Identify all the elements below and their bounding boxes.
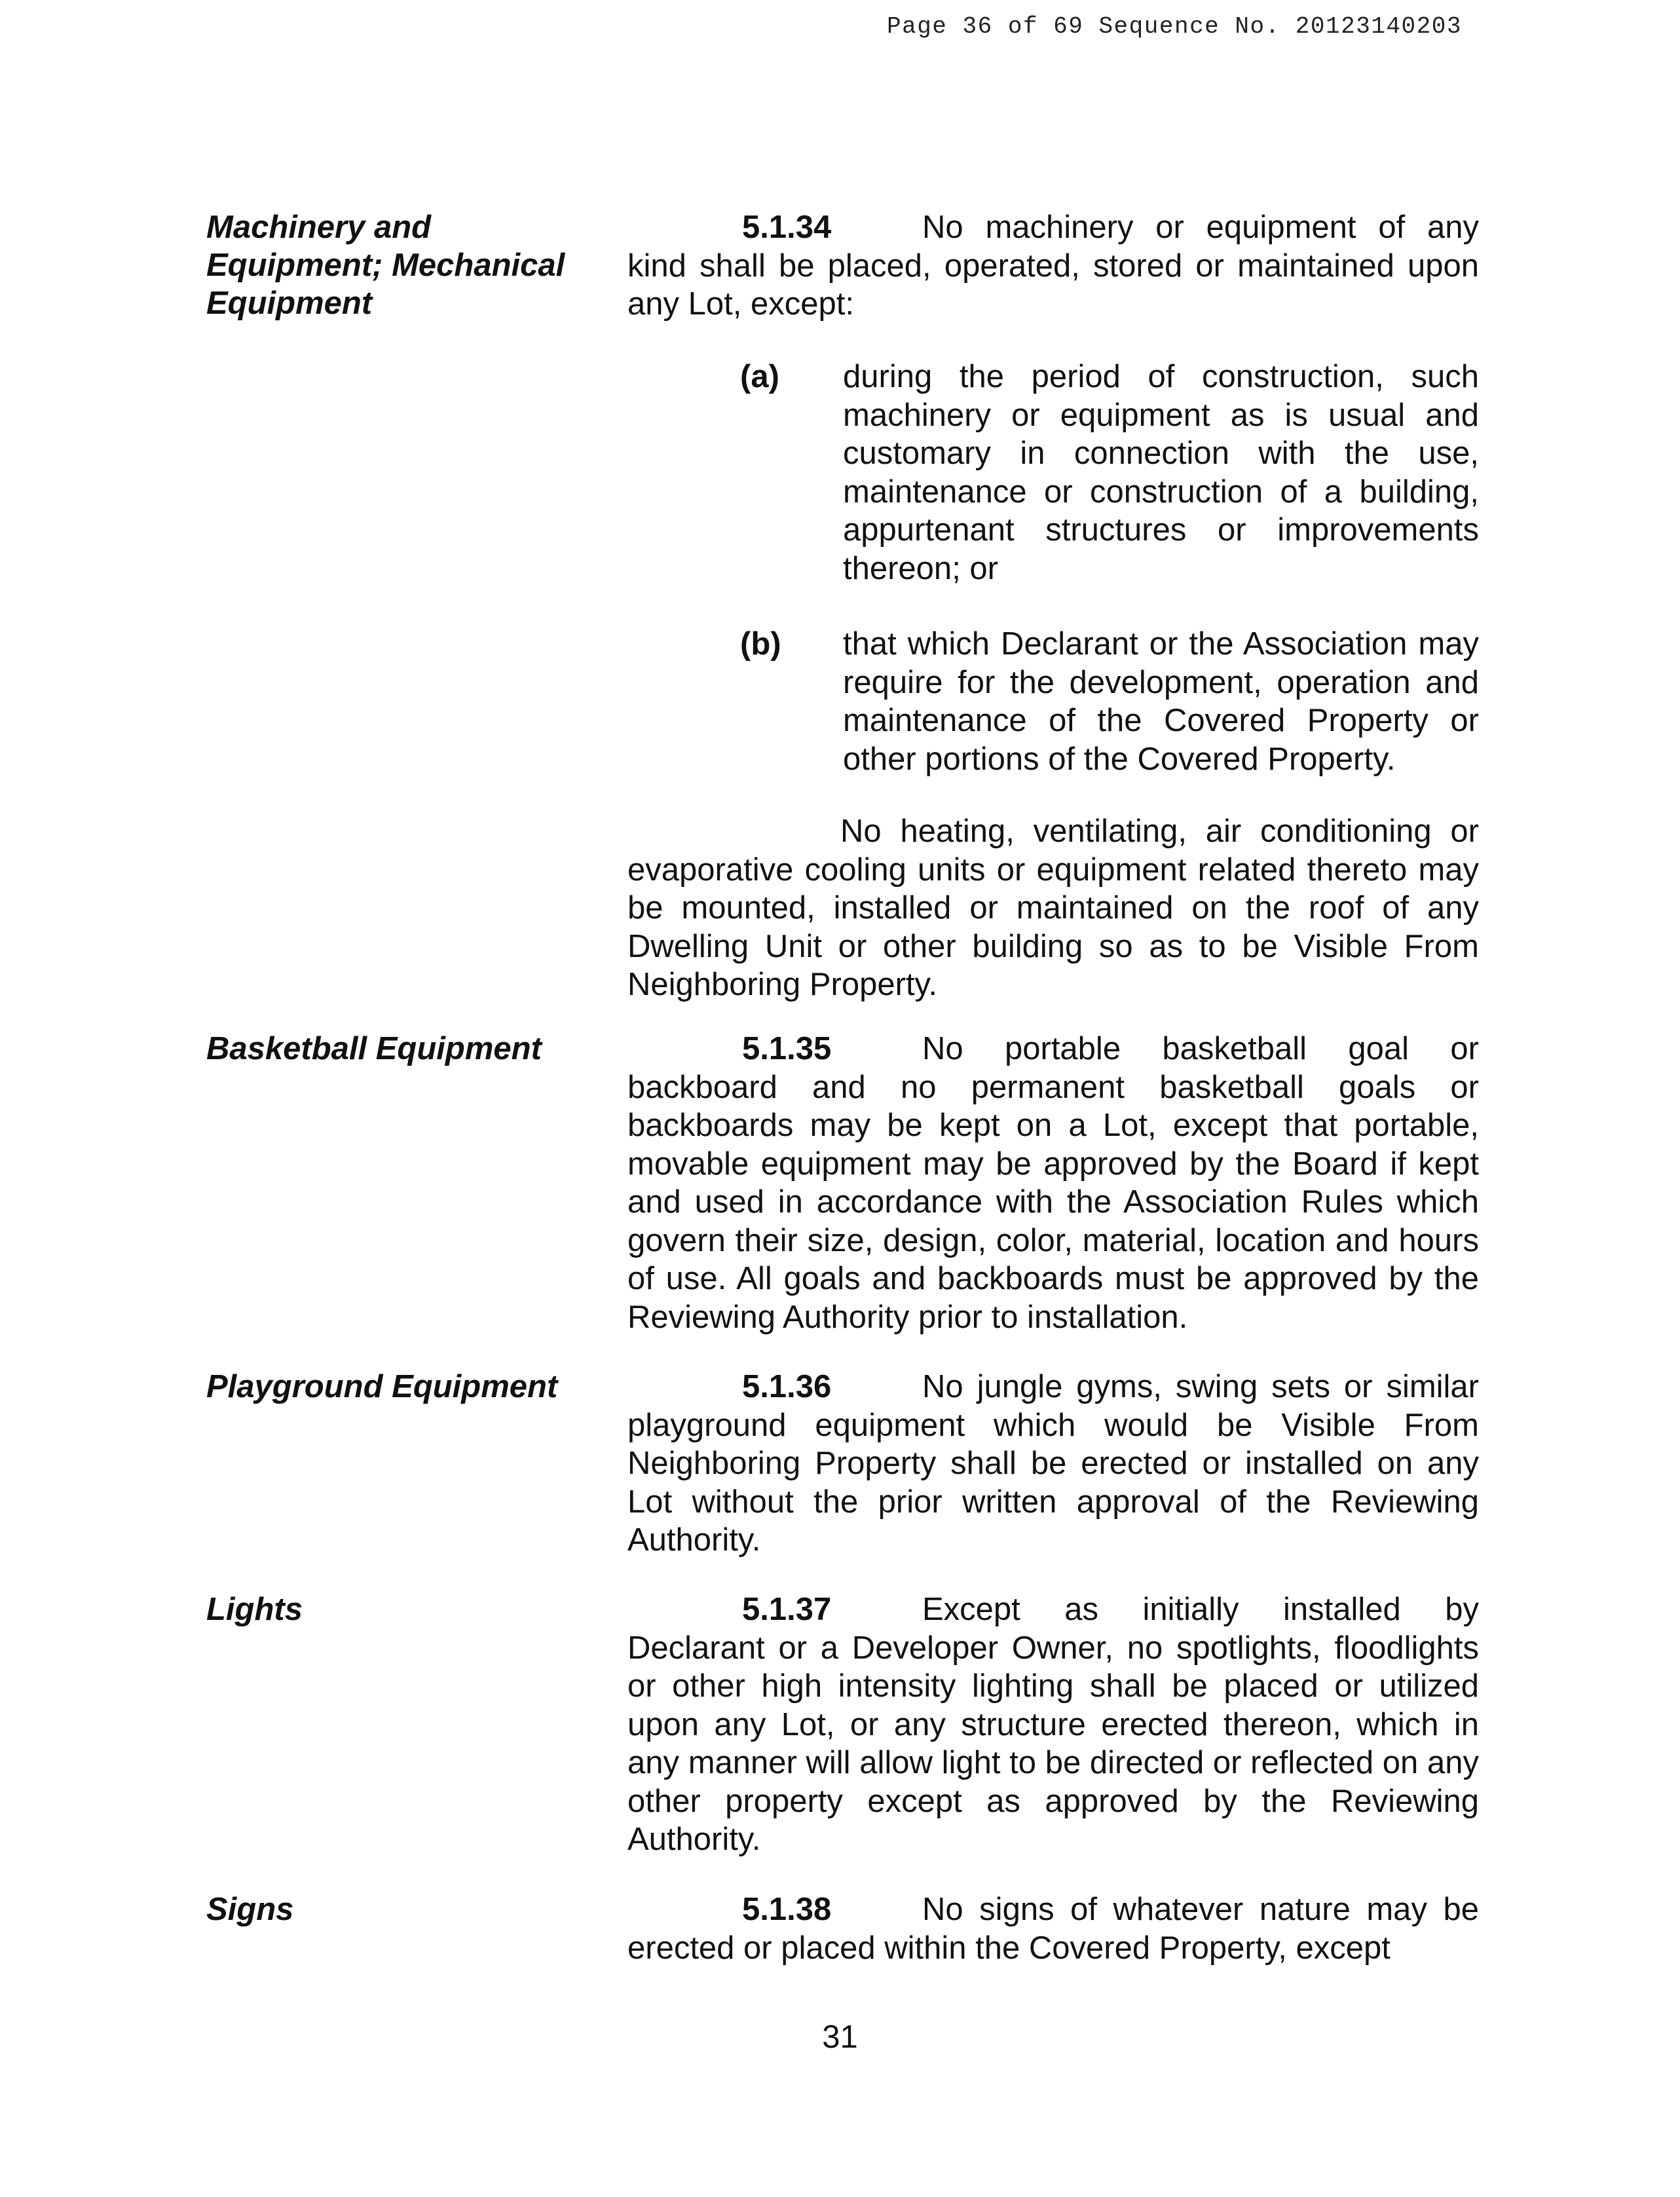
section-number: 5.1.35 xyxy=(742,1031,832,1066)
section-body xyxy=(627,1030,1479,1336)
section-caption: Lights xyxy=(206,1592,303,1627)
section-body xyxy=(627,1890,1479,1967)
section-text: Except as initially installed by Declarant or a Developer Owner, no spotlights, floodlights or other high intensity lighting shall be placed or utilized upon any Lot, or any structure erected thereon, which in any manner will allow light to be directed or reflected on any other property except as approved by the Reviewing Authority. xyxy=(627,1592,1479,1857)
section-caption: Signs xyxy=(206,1892,294,1927)
continuation-text: No heating, ventilating, air conditioning or evaporative cooling units or equipment related thereto may be mounted, installed or maintained on the roof of any Dwelling Unit or other building so as to be Visible From Neighboring Property. xyxy=(627,814,1479,1002)
item-text: that which Declarant or the Association may require for the development, operation and maintenance of the Covered Property or other portions of the Covered Property. xyxy=(843,626,1479,777)
section-continuation xyxy=(627,812,1479,1004)
section-text: No machinery or equipment of any kind shall be placed, operated, stored or maintained upon any Lot, except: xyxy=(627,210,1479,322)
section-body xyxy=(627,1368,1479,1560)
item-text: during the period of construction, such machinery or equipment as is usual and customary in connection with the use, maintenance or construction of a building, appurtenant structures or improvements thereon; or xyxy=(843,359,1479,586)
section-text: No portable basketball goal or backboard and no permanent basketball goals or backboards may be kept on a Lot, except that portable, movable equipment may be approved by the Board if kept and used in accordance with the Association Rules which govern their size, design, color, material, location and hours of use. All goals and backboards must be approved by the Reviewing Authority prior to installation. xyxy=(627,1031,1479,1335)
section-caption: Playground Equipment xyxy=(206,1369,558,1404)
section-body xyxy=(627,208,1479,324)
section-caption: Basketball Equipment xyxy=(206,1031,542,1066)
section-number: 5.1.38 xyxy=(742,1892,832,1927)
section-number: 5.1.34 xyxy=(742,210,832,245)
item-label: (a) xyxy=(740,359,779,394)
page-header: Page 36 of 69 Sequence No. 20123140203 xyxy=(887,13,1462,40)
section-body xyxy=(627,1590,1479,1859)
section-number: 5.1.37 xyxy=(742,1592,832,1627)
page-number: 31 xyxy=(822,2019,858,2055)
item-label: (b) xyxy=(740,626,781,662)
section-caption: Machinery and Equipment; Mechanical Equipment xyxy=(206,210,565,321)
section-text: No jungle gyms, swing sets or similar playground equipment which would be Visible From Neighboring Property shall be erected or installed on any Lot without the prior written approval of the Reviewing Authority. xyxy=(627,1369,1479,1558)
section-number: 5.1.36 xyxy=(742,1369,832,1404)
section-text: No signs of whatever nature may be erected or placed within the Covered Property, except xyxy=(627,1892,1479,1966)
